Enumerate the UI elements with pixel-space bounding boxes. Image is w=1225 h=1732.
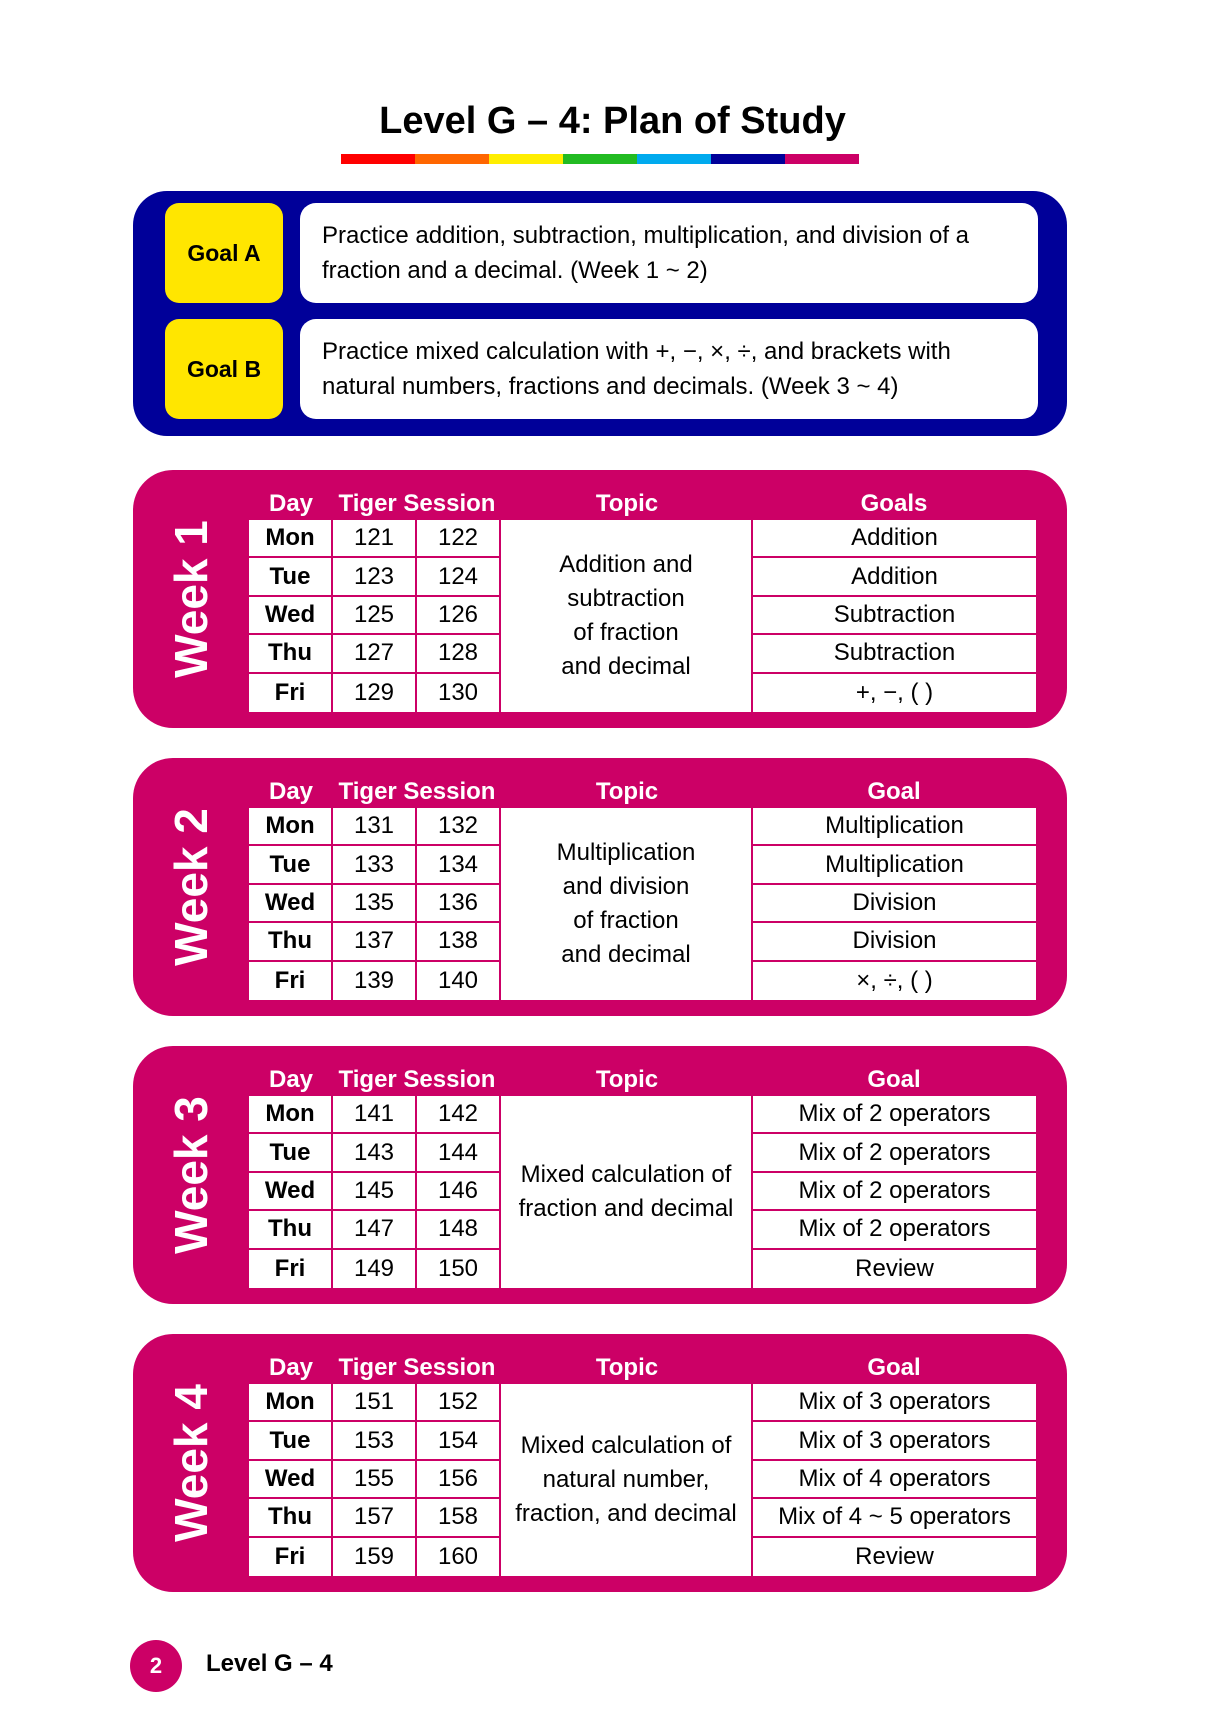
rainbow-segment-red bbox=[341, 154, 415, 164]
week-label bbox=[133, 1046, 249, 1304]
goal-a-label: Goal A bbox=[165, 203, 283, 303]
goal-cell: Mix of 2 operators bbox=[753, 1096, 1036, 1134]
schedule-table bbox=[249, 808, 1036, 1000]
topic-line: and decimal bbox=[561, 941, 691, 968]
page-number-badge: 2 bbox=[130, 1640, 182, 1692]
day-cell: Wed bbox=[249, 885, 333, 923]
topic-line: natural number, bbox=[542, 1466, 710, 1493]
goal-cell: Addition bbox=[753, 558, 1036, 596]
goal-cell: Addition bbox=[753, 520, 1036, 558]
header-tiger-session: Tiger Session bbox=[338, 490, 496, 517]
session-cell: 135 bbox=[333, 885, 417, 923]
week-label-text: Week 2 bbox=[165, 808, 218, 966]
session-cell: 155 bbox=[333, 1461, 417, 1499]
goal-cell: Mix of 4 ~ 5 operators bbox=[753, 1499, 1036, 1537]
rainbow-segment-magenta bbox=[785, 154, 859, 164]
header-topic: Topic bbox=[595, 1354, 659, 1381]
footer-level-label: Level G – 4 bbox=[206, 1650, 333, 1677]
goal-cell: Multiplication bbox=[753, 846, 1036, 884]
session-cell: 123 bbox=[333, 558, 417, 596]
topic-line: and division bbox=[562, 873, 690, 900]
session-cell: 152 bbox=[417, 1384, 501, 1422]
session-cell: 126 bbox=[417, 597, 501, 635]
header-day: Day bbox=[268, 778, 314, 805]
goal-cell: Review bbox=[855, 1542, 934, 1570]
day-cell: Mon bbox=[249, 1096, 333, 1134]
session-cell: 142 bbox=[417, 1096, 501, 1134]
topic-cell bbox=[501, 1384, 753, 1576]
session-cell: 154 bbox=[417, 1422, 501, 1460]
header-goal: Goal bbox=[867, 1066, 921, 1093]
topic-line: fraction and decimal bbox=[518, 1195, 734, 1222]
day-cell: Tue bbox=[249, 558, 333, 596]
goal-cell: Subtraction bbox=[753, 597, 1036, 635]
session-cell: 158 bbox=[417, 1499, 501, 1537]
session-cell: 136 bbox=[417, 885, 501, 923]
rainbow-underline bbox=[341, 154, 859, 164]
day-cell: Fri bbox=[249, 962, 333, 1000]
week-label bbox=[133, 1334, 249, 1592]
day-cell: Thu bbox=[249, 1211, 333, 1249]
week-label bbox=[133, 470, 249, 728]
rainbow-segment-orange bbox=[415, 154, 489, 164]
session-cell: 124 bbox=[417, 558, 501, 596]
header-day: Day bbox=[268, 490, 314, 517]
day-cell: Mon bbox=[249, 520, 333, 558]
session-cell: 147 bbox=[333, 1211, 417, 1249]
rainbow-segment-green bbox=[563, 154, 637, 164]
session-cell: 131 bbox=[333, 808, 417, 846]
session-cell: 149 bbox=[333, 1250, 417, 1288]
week-label-text: Week 1 bbox=[165, 520, 218, 678]
goal-cell: Division bbox=[753, 885, 1036, 923]
goal-cell: Mix of 3 operators bbox=[753, 1422, 1036, 1460]
topic-line: of fraction bbox=[573, 907, 679, 934]
page-title: Level G – 4: Plan of Study bbox=[379, 100, 846, 142]
session-cell: 140 bbox=[417, 962, 501, 1000]
header-tiger-session: Tiger Session bbox=[338, 1066, 496, 1093]
session-cell: 160 bbox=[417, 1538, 501, 1576]
day-cell: Fri bbox=[249, 1250, 333, 1288]
schedule-table bbox=[249, 1384, 1036, 1576]
day-cell: Wed bbox=[249, 597, 333, 635]
header-tiger-session: Tiger Session bbox=[338, 1354, 496, 1381]
session-cell: 137 bbox=[333, 923, 417, 961]
goal-cell: Mix of 2 operators bbox=[753, 1211, 1036, 1249]
session-cell: 141 bbox=[333, 1096, 417, 1134]
day-cell: Thu bbox=[249, 923, 333, 961]
rainbow-segment-yellow bbox=[489, 154, 563, 164]
header-topic: Topic bbox=[595, 778, 659, 805]
week-label bbox=[133, 758, 249, 1016]
header-day: Day bbox=[268, 1066, 314, 1093]
topic-line: Addition and bbox=[559, 551, 693, 578]
goal-b-text: Practice mixed calculation with +, −, ×, ÷, and brackets with natural numbers, fractions and decimals. (Week 3 ~ 4) bbox=[300, 319, 1038, 419]
goal-cell: Subtraction bbox=[753, 635, 1036, 673]
day-cell: Fri bbox=[249, 674, 333, 712]
session-cell: 151 bbox=[333, 1384, 417, 1422]
day-cell: Wed bbox=[249, 1173, 333, 1211]
header-goal: Goal bbox=[867, 1354, 921, 1381]
topic-cell bbox=[501, 808, 753, 1000]
day-cell: Thu bbox=[249, 1499, 333, 1537]
header-goal: Goals bbox=[860, 490, 928, 517]
day-cell: Fri bbox=[249, 1538, 333, 1576]
session-cell: 146 bbox=[417, 1173, 501, 1211]
session-cell: 139 bbox=[333, 962, 417, 1000]
week-2-panel bbox=[133, 758, 1067, 1016]
session-cell: 157 bbox=[333, 1499, 417, 1537]
goal-cell: +, −, ( ) bbox=[855, 678, 934, 706]
day-cell: Tue bbox=[249, 1134, 333, 1172]
session-cell: 128 bbox=[417, 635, 501, 673]
goal-cell: Mix of 3 operators bbox=[753, 1384, 1036, 1422]
day-cell: Mon bbox=[249, 808, 333, 846]
topic-cell bbox=[501, 520, 753, 712]
session-cell: 159 bbox=[333, 1538, 417, 1576]
session-cell: 144 bbox=[417, 1134, 501, 1172]
week-4-panel bbox=[133, 1334, 1067, 1592]
goal-cell: Division bbox=[753, 923, 1036, 961]
goal-a-text: Practice addition, subtraction, multiplication, and division of a fraction and a decimal. (Week 1 ~ 2) bbox=[300, 203, 1038, 303]
session-cell: 153 bbox=[333, 1422, 417, 1460]
day-cell: Thu bbox=[249, 635, 333, 673]
session-cell: 122 bbox=[417, 520, 501, 558]
session-cell: 127 bbox=[333, 635, 417, 673]
topic-cell bbox=[501, 1096, 753, 1288]
goal-cell: Mix of 2 operators bbox=[753, 1134, 1036, 1172]
session-cell: 125 bbox=[333, 597, 417, 635]
goals-panel bbox=[133, 191, 1067, 436]
schedule-table bbox=[249, 1096, 1036, 1288]
session-cell: 148 bbox=[417, 1211, 501, 1249]
goal-cell: ×, ÷, ( ) bbox=[856, 966, 933, 994]
topic-line: Multiplication bbox=[556, 839, 696, 866]
session-cell: 150 bbox=[417, 1250, 501, 1288]
session-cell: 145 bbox=[333, 1173, 417, 1211]
header-topic: Topic bbox=[595, 490, 659, 517]
day-cell: Tue bbox=[249, 1422, 333, 1460]
schedule-table bbox=[249, 520, 1036, 712]
session-cell: 143 bbox=[333, 1134, 417, 1172]
topic-line: Mixed calculation of bbox=[520, 1432, 732, 1459]
day-cell: Tue bbox=[249, 846, 333, 884]
goal-cell: Mix of 4 operators bbox=[753, 1461, 1036, 1499]
session-cell: 132 bbox=[417, 808, 501, 846]
week-1-panel bbox=[133, 470, 1067, 728]
session-cell: 121 bbox=[333, 520, 417, 558]
topic-line: subtraction bbox=[567, 585, 685, 612]
day-cell: Wed bbox=[249, 1461, 333, 1499]
goal-cell: Review bbox=[855, 1254, 934, 1282]
session-cell: 138 bbox=[417, 923, 501, 961]
rainbow-segment-blue bbox=[711, 154, 785, 164]
header-topic: Topic bbox=[595, 1066, 659, 1093]
session-cell: 133 bbox=[333, 846, 417, 884]
goal-cell: Mix of 2 operators bbox=[753, 1173, 1036, 1211]
day-cell: Mon bbox=[249, 1384, 333, 1422]
topic-line: Mixed calculation of bbox=[520, 1161, 732, 1188]
header-day: Day bbox=[268, 1354, 314, 1381]
goal-cell: Multiplication bbox=[753, 808, 1036, 846]
session-cell: 129 bbox=[333, 674, 417, 712]
week-label-text: Week 4 bbox=[165, 1384, 218, 1542]
session-cell: 130 bbox=[417, 674, 501, 712]
topic-line: of fraction bbox=[573, 619, 679, 646]
topic-line: fraction, and decimal bbox=[515, 1500, 737, 1527]
week-label-text: Week 3 bbox=[165, 1096, 218, 1254]
rainbow-segment-sky bbox=[637, 154, 711, 164]
session-cell: 134 bbox=[417, 846, 501, 884]
header-goal: Goal bbox=[867, 778, 921, 805]
header-tiger-session: Tiger Session bbox=[338, 778, 496, 805]
topic-line: and decimal bbox=[561, 653, 691, 680]
week-3-panel bbox=[133, 1046, 1067, 1304]
session-cell: 156 bbox=[417, 1461, 501, 1499]
goal-b-label: Goal B bbox=[165, 319, 283, 419]
